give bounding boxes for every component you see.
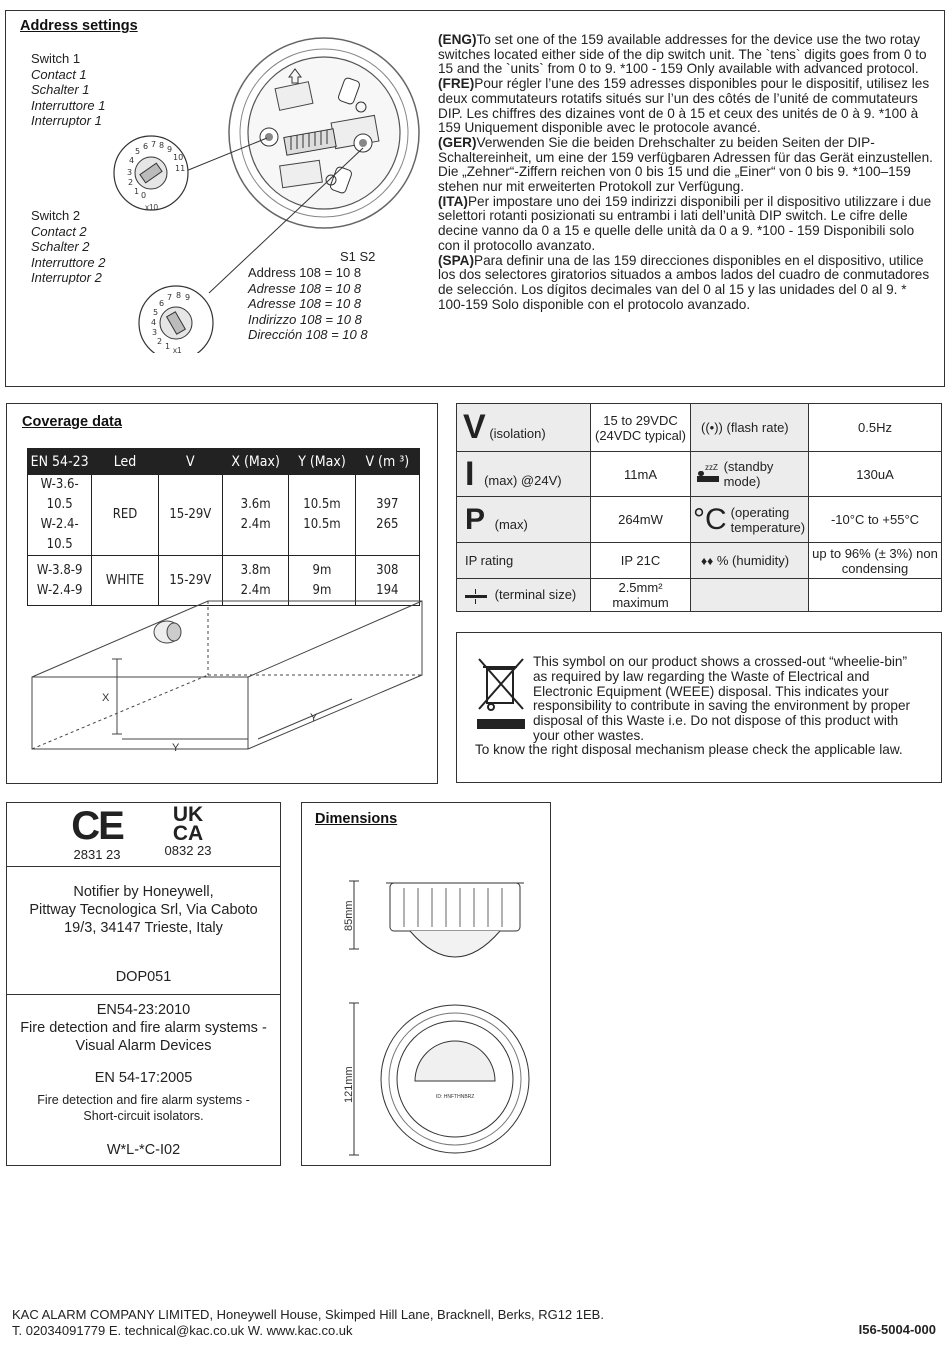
svg-text:4: 4: [129, 156, 135, 165]
switch1-de: Schalter 1: [31, 82, 90, 98]
humidity-label: % (humidity): [716, 553, 790, 568]
spec-row-current: [457, 452, 942, 497]
instructions-ita: (ITA)Per impostare uno dei 159 indirizzi disponibili per il dispositivo utilizzare i due selettori rotanti posizionati su entrambi i lati dell’unità DIP switch. Le cifre delle decine vanno da 0 a 15 e quelle delle unità da 0 a 9. *100 - 159 Disponibili solo con il protocollo avanzato.: [438, 193, 932, 253]
power-value: 264mW: [591, 497, 691, 543]
power-label: (max): [494, 516, 528, 532]
x10-label: x10: [145, 203, 158, 212]
spec-row-ip: [457, 543, 942, 579]
power-label-cell: [457, 497, 591, 543]
coverage-row-red: [28, 475, 420, 556]
bed-icon: zzZ: [697, 466, 718, 482]
standby-value: 130uA: [809, 452, 942, 497]
manufacturer: Notifier by Honeywell, Pittway Tecnologica Srl, Via Caboto 19/3, 34147 Trieste, Italy: [29, 884, 258, 936]
coverage-table: [27, 448, 420, 606]
instructions-spa: (SPA)Para definir una de las 159 direcciones disponibles en el dispositivo, utilice los dos selectores giratorios situados a ambos lados del cuadro de conmutadores de selección. Los dígitos decimales van del 0 al 15 y las unidades del 0 al 9. * 100-159 Solo disponible con el protocolo avanzado.: [438, 252, 930, 312]
example-es: Dirección 108 = 10 8: [248, 327, 368, 342]
dimensions-drawing: [332, 843, 542, 1163]
svg-text:7: 7: [151, 140, 157, 149]
svg-text:0: 0: [141, 191, 147, 200]
ukca-mark-bottom: CA: [172, 822, 204, 845]
instructions-fre: (FRE)Pour régler l’une des 159 adresses disponibles pour le dispositif, utilisez les deux commutateurs rotatifs situés sur l’un des côtés de l’unité de commutateurs DIP. Les chiffres des dizaines vont de 0 à 15 et ceux des unités de 0 à 9. *100 à 159 Uniquement disponible avec le protocole avancé.: [438, 76, 930, 136]
col-en54: EN 54-23: [28, 449, 92, 475]
temperature-label: (operating temperature): [730, 504, 806, 535]
footer-line1: KAC ALARM COMPANY LIMITED, Honeywell House, Skimped Hill Lane, Bracknell, Berks, RG12 1EB.: [12, 1307, 604, 1322]
dop-number: DOP051: [115, 969, 172, 985]
coverage-panel: [6, 403, 438, 784]
switch2-labels: [31, 208, 105, 286]
ukca-block: [152, 805, 224, 858]
dim-x-label: X: [102, 692, 110, 704]
device-label-text: ID: HNFTHNBRZ: [436, 1094, 475, 1100]
voltage-value: 15 to 29VDC (24VDC typical): [591, 404, 691, 452]
switch1-en: Switch 1: [31, 51, 81, 66]
example-en: Address 108 = 10 8: [248, 265, 362, 280]
dimensions-title: Dimensions: [315, 811, 398, 827]
standby-label: (standby mode): [723, 459, 774, 489]
flash-label-cell: [691, 404, 809, 452]
ip-label: IP rating: [457, 543, 591, 579]
terminal-label-cell: [457, 579, 591, 612]
ip-value: IP 21C: [591, 543, 691, 579]
flash-label: (flash rate): [726, 420, 789, 435]
voltage-label: (isolation): [489, 426, 546, 441]
weee-law-text: To know the right disposal mechanism please check the applicable law.: [475, 742, 903, 757]
address-instructions: [438, 33, 934, 312]
power-symbol: P: [465, 502, 486, 536]
led-white: WHITE: [92, 556, 158, 606]
dim-y-label-side: Y: [310, 712, 318, 724]
svg-text:7: 7: [167, 293, 173, 302]
svg-text:9: 9: [185, 293, 191, 302]
footer-line2: T. 02034091779 E. technical@kac.co.uk W. www.kac.co.uk: [12, 1323, 353, 1338]
svg-text:3: 3: [127, 168, 133, 177]
switch2-fr: Contact 2: [31, 223, 87, 239]
switch-column-header: S1 S2: [340, 249, 376, 264]
spec-empty-cell: [691, 579, 809, 612]
x-white: 3.8m 2.4m: [222, 556, 288, 606]
vol-white: 308 194: [355, 556, 419, 606]
dimensions-panel: [301, 802, 551, 1166]
current-symbol: I: [465, 454, 475, 493]
switch2-it: Interruttore 2: [31, 254, 106, 270]
address-settings-title: Address settings: [20, 18, 138, 34]
ce-mark: CE: [71, 804, 123, 848]
standard-en54-17: EN 54-17:2005: [94, 1070, 193, 1086]
dim-y-label-front: Y: [172, 742, 180, 754]
y-red: 10.5m 10.5m: [289, 475, 355, 556]
flash-value: 0.5Hz: [809, 404, 942, 452]
svg-text:11: 11: [175, 164, 186, 173]
current-label-cell: [457, 452, 591, 497]
terminal-value: 2.5mm² maximum: [591, 579, 691, 612]
led-red: RED: [92, 475, 158, 556]
v-white: 15-29V: [158, 556, 222, 606]
switch1-fr: Contact 1: [31, 66, 87, 82]
document-number: I56-5004-000: [858, 1322, 936, 1337]
spec-row-power: [457, 497, 942, 543]
ukca-mark-top: UK: [172, 803, 204, 826]
product-code: W*L-*C-I02: [106, 1142, 181, 1158]
footer-address: [12, 1307, 604, 1339]
certification-panel: [6, 802, 281, 1166]
switch2-en: Switch 2: [31, 208, 81, 223]
svg-text:8: 8: [159, 141, 165, 150]
x-red: 3.6m 2.4m: [222, 475, 288, 556]
ce-block: [62, 805, 132, 862]
col-v: V: [158, 449, 222, 475]
current-value: 11mA: [591, 452, 691, 497]
svg-text:2: 2: [157, 337, 163, 346]
svg-text:1: 1: [165, 342, 171, 351]
temperature-label-cell: [691, 497, 809, 543]
col-vol: V (m ³): [355, 449, 419, 475]
example-de: Adresse 108 = 10 8: [248, 296, 362, 311]
address-settings-panel: [5, 10, 945, 387]
humidity-label-cell: [691, 543, 809, 579]
weee-panel: [456, 632, 942, 783]
weee-text: This symbol on our product shows a crossed-out “wheelie-bin” as required by law regarding the Waste of Electrical and Electronic Equipment (WEEE) disposal. This indicates your responsibility to contribute in saving the environment by proper disposal of this Waste i.e. Do not dispose of this product with your other wastes.: [533, 654, 911, 743]
switch2-de: Schalter 2: [31, 239, 90, 255]
terminal-label: (terminal size): [494, 587, 577, 603]
svg-text:3: 3: [152, 328, 158, 337]
spec-table: [456, 403, 942, 612]
coverage-room-diagram: [22, 589, 432, 769]
svg-text:9: 9: [167, 145, 173, 154]
temperature-symbol: °C: [693, 502, 727, 536]
terminal-size-icon: [465, 589, 487, 603]
example-fr: Adresse 108 = 10 8: [248, 280, 362, 296]
temperature-value: -10°C to +55°C: [809, 497, 942, 543]
svg-text:2: 2: [128, 178, 134, 187]
svg-text:1: 1: [134, 187, 140, 196]
spec-row-terminal: [457, 579, 942, 612]
current-label: (max) @24V): [484, 472, 562, 488]
coverage-header-row: [28, 449, 420, 475]
diameter-label: 121mm: [343, 1066, 355, 1103]
switch2-es: Interruptor 2: [31, 270, 102, 286]
switch1-labels: [31, 51, 105, 129]
v-red: 15-29V: [158, 475, 222, 556]
svg-text:6: 6: [159, 299, 165, 308]
height-label: 85mm: [343, 900, 355, 931]
svg-text:8: 8: [176, 291, 182, 300]
svg-text:4: 4: [151, 318, 157, 327]
svg-text:5: 5: [153, 308, 159, 317]
svg-text:10: 10: [173, 153, 184, 162]
instructions-ger: (GER)Verwenden Sie die beiden Drehschalter zu beiden Seiten der DIP-Schaltereinheit, um eine der 159 verfügbaren Adressen für das Gerät einzustellen. Die „Zehner“-Ziffern reichen von 0 bis 15 und die „Einer“ von 0 bis 9. *100–159 stehen nur mit erweiterten Protokoll zur Verfügung.: [438, 134, 933, 195]
spec-empty-value: [809, 579, 942, 612]
col-y: Y (Max): [289, 449, 355, 475]
standard-en54-23: EN54-23:2010 Fire detection and fire alarm systems - Visual Alarm Devices: [20, 1002, 267, 1054]
standard-en54-17-desc: Fire detection and fire alarm systems - Short-circuit isolators.: [37, 1093, 250, 1123]
voltage-symbol: V: [463, 408, 486, 446]
switch1-es: Interruptor 1: [31, 113, 102, 129]
x1-label: x1: [173, 346, 182, 353]
coverage-title: Coverage data: [22, 414, 122, 430]
switch1-it: Interruttore 1: [31, 97, 106, 113]
address-examples: [248, 265, 368, 343]
ukca-number: 0832 23: [164, 843, 212, 858]
spec-row-voltage: [457, 404, 942, 452]
instructions-eng: (ENG)To set one of the 159 available addresses for the device use the two rotay switches located either side of the dip switch unit. The `tens` digits goes from 0 to 15 and the `units` from 0 to 9. *100 - 159 Only available with advanced protocol.: [438, 32, 927, 77]
example-it: Indirizzo 108 = 10 8: [248, 311, 362, 327]
vol-red: 397 265: [355, 475, 419, 556]
y-white: 9m 9m: [289, 556, 355, 606]
col-x: X (Max): [222, 449, 288, 475]
droplet-icon: ♦♦: [701, 554, 714, 568]
models-white: W-3.8-9 W-2.4-9: [28, 556, 92, 606]
standby-label-cell: [691, 452, 809, 497]
svg-text:5: 5: [135, 147, 141, 156]
crossed-bin-icon: [475, 655, 527, 731]
svg-text:6: 6: [143, 142, 149, 151]
flash-icon: ((•)): [701, 420, 723, 435]
models-red: W-3.6-10.5 W-2.4-10.5: [28, 475, 92, 556]
voltage-label-cell: [457, 404, 591, 452]
col-led: Led: [92, 449, 158, 475]
ce-number: 2831 23: [73, 847, 121, 862]
humidity-value: up to 96% (± 3%) non condensing: [809, 543, 942, 579]
